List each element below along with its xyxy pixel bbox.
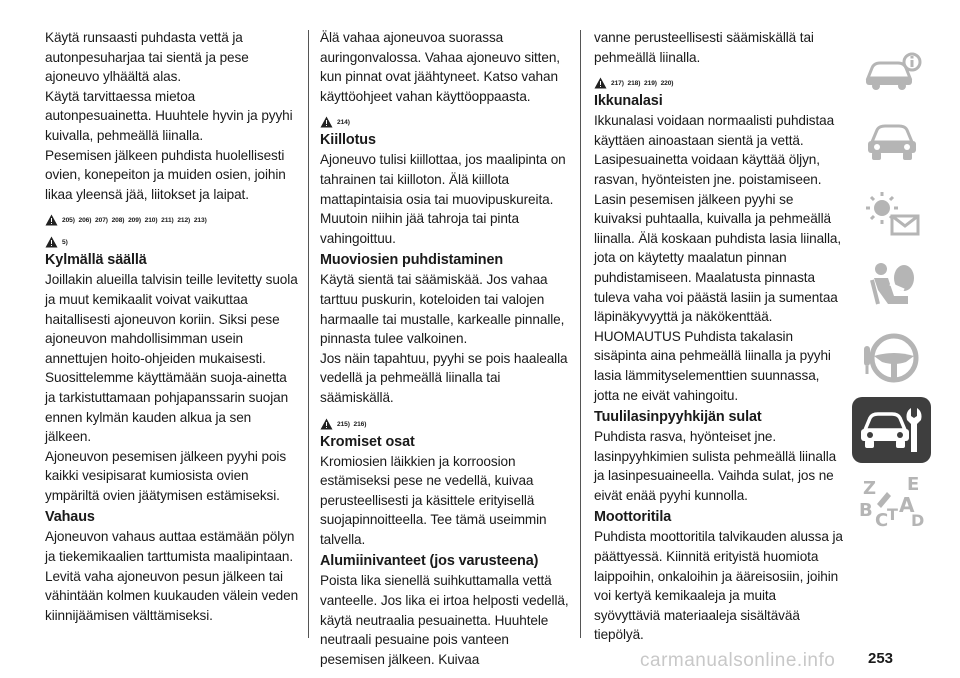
paragraph: Ikkunalasi voidaan normaalisti puhdistaa käyttäen ainoastaan sientä ja vettä. <box>594 113 835 148</box>
car-service-icon <box>859 404 925 456</box>
steering-wheel-icon <box>862 332 922 384</box>
paragraph: Lasipesuainetta voidaan käyttää öljyn, rasvan, hyönteisten jne. poistamiseen. Lasin pesemisen jälkeen pyyhi se kuivaksi puhtaalla, kuivalla ja pehmeällä liinalla. Älä koskaan puhdista lasia liinalla, jota on käytetty maalatun pinnan puhdistamiseen. Maalatusta pinnasta tuleva vaha voi päästä lasiin ja sumentaa läpinäkyvyyttä ja näkökenttää. <box>594 152 842 325</box>
index-letter: C <box>874 510 888 530</box>
paragraph: Käytä runsaasti puhdasta vettä ja autonpesuharjaa tai sientä ja pese ajoneuvo ylhäältä alas. <box>45 30 249 85</box>
paragraph: Älä vahaa ajoneuvoa suorassa auringonvalossa. Vahaa ajoneuvo sitten, kun pinnat ovat jäähtyneet. Katso vahan käyttöohjeet vahan käyttöoppaasta. <box>320 30 560 104</box>
car-front-icon <box>864 122 920 162</box>
paragraph: Puhdista rasva, hyönteiset jne. lasinpyyhkimien sulista pehmeällä liinalla ja lasinpesuaineella. Vaihda sulat, jos ne eivät enää pyyhi kunnolla. <box>594 429 837 503</box>
warning-reference <box>320 108 570 128</box>
paragraph: Ajoneuvo tulisi kiillottaa, jos maalipinta on tahrainen tai kiilloton. Älä kiillota mattapintaisia osia tai muovipuskureita. Muutoin niihin jää tahroja tai pinta vahingoittuu. <box>320 152 566 246</box>
paragraph: Suosittelemme käyttämään suoja-ainetta ja tarkistuttamaan pohjapanssarin suojan ennen kylmän kauden alkua ja sen jälkeen. <box>45 370 289 445</box>
caution-reference <box>45 228 300 248</box>
index-letter: A <box>898 493 914 517</box>
airbag-seat-icon <box>864 260 920 312</box>
tab-servicing[interactable] <box>852 397 931 463</box>
car-info-icon <box>862 48 922 92</box>
warning-triangle-icon <box>594 77 607 89</box>
paragraph: Poista lika sienellä suihkuttamalla vettä vanteelle. Jos lika ei irtoa helposti vedellä, käytä neutraalia pesuainetta. Huuhtele neutraali pesuaine pois vanteen pesemisen jälkeen. Kuivaa <box>320 573 569 667</box>
warning-triangle-icon <box>320 418 333 430</box>
warning-reference <box>320 410 570 430</box>
page-number: 253 <box>868 650 894 667</box>
paragraph: Käytä tarvittaessa mietoa autonpesuainetta. Huuhtele hyvin ja pyyhi kuivalla, pehmeällä liinalla. <box>45 88 293 143</box>
text-column-1 <box>45 28 300 625</box>
warning-triangle-icon <box>320 116 333 128</box>
warning-reference <box>45 206 300 226</box>
paragraph: Käytä sientä tai säämiskää. Jos vahaa tarttuu puskurin, koteloiden tai valojen harmaalle tai mustalle, karkealle pinnalle, pinnasta tulee valkoinen. <box>320 272 565 347</box>
warning-refs: 205) 206) 207) 208) 209) 210) 211) 212) 213) <box>62 217 207 225</box>
section-heading: Muoviosien puhdistaminen <box>320 252 504 269</box>
tab-safety[interactable] <box>852 253 931 319</box>
column-divider-1 <box>308 30 309 638</box>
section-heading: Moottoritila <box>594 509 672 526</box>
paragraph: Joillakin alueilla talvisin teille levitetty suola ja muut kemikaalit voivat vaikuttaa haitallisesti ajoneuvon koriin. Siksi pese ajoneuvon mahdollisimman usein annettujen hoito-ohjeiden mukaisesti. <box>45 272 298 366</box>
tab-vehicle[interactable] <box>852 109 931 175</box>
index-letter: E <box>906 474 919 495</box>
index-letter: B <box>858 500 873 521</box>
tab-getting-to-know[interactable] <box>852 37 931 103</box>
warning-refs: 217) 218) 219) 220) <box>611 80 674 88</box>
paragraph: Jos näin tapahtuu, pyyhi se pois haalealla vedellä ja pehmeällä liinalla tai säämiskällä. <box>320 350 568 405</box>
section-heading: Kiillotus <box>320 132 376 149</box>
paragraph: Puhdista moottoritila talvikauden alussa ja päättyessä. Kiinnitä erityistä huomiota laippoihin, onkaloihin ja ääreisosiin, joihin voi kertyä kemikaaleja ja muita syövyttäviä materiaaleja sisältävää tiepölyä. <box>594 529 843 643</box>
paragraph: Ajoneuvon vahaus auttaa estämään pölyn ja tiekemikaalien tarttumista maalipintaan. Levitä vaha ajoneuvon pesun jälkeen tai vähintään kolmen kuukauden välein veden kiinnijäämisen välttämiseksi. <box>45 529 299 623</box>
paragraph: Kromiosien läikkien ja korroosion estämiseksi pese ne vedellä, kuivaa perusteellisesti ja käsittele erityisellä suojapinnoitteella. Tee tämä useimmin talvella. <box>320 453 547 547</box>
tab-index[interactable] <box>852 469 931 535</box>
text-column-3 <box>594 28 844 645</box>
caution-triangle-icon <box>45 236 58 248</box>
warning-triangle-icon <box>45 214 58 226</box>
warning-refs: 214) <box>337 119 350 127</box>
warning-refs: 215) 216) <box>337 420 367 428</box>
warning-reference <box>594 69 844 89</box>
section-heading: Kylmällä säällä <box>45 252 147 269</box>
section-heading: Vahaus <box>45 509 95 526</box>
watermark: carmanualsonline.info <box>640 650 836 671</box>
section-heading: Alumiinivanteet (jos varusteena) <box>320 553 539 570</box>
paragraph: vanne perusteellisesti säämiskällä tai pehmeällä liinalla. <box>594 30 814 65</box>
text-column-2 <box>320 28 570 669</box>
section-heading: Ikkunalasi <box>594 93 663 110</box>
alphabet-index-icon <box>857 474 927 530</box>
section-heading: Kromiset osat <box>320 433 415 450</box>
paragraph: Pesemisen jälkeen puhdista huolellisesti ovien, konepeiton ja muiden osien, joihin likaa yleensä jää, liitokset ja laipat. <box>45 147 286 202</box>
warning-lights-icon <box>862 190 922 238</box>
paragraph: Ajoneuvon pesemisen jälkeen pyyhi pois kaikki vesipisarat kumiosista ovien ympäriltä ovien jäätymisen estämiseksi. <box>45 448 287 503</box>
index-letter: Z <box>862 478 876 499</box>
column-divider-2 <box>580 30 581 638</box>
chapter-sidebar <box>852 37 931 541</box>
section-heading: Tuulilasinpyyhkijän sulat <box>594 409 762 426</box>
tab-warning-lights[interactable] <box>852 181 931 247</box>
caution-refs: 5) <box>62 239 68 247</box>
index-letter: D <box>910 511 924 530</box>
tab-driving[interactable] <box>852 325 931 391</box>
index-letter: T <box>886 505 898 524</box>
paragraph: HUOMAUTUS Puhdista takalasin sisäpinta aina pehmeällä liinalla ja pyyhi lasia lämmityselementtien suunnassa, jotta ne eivät vahingoitu. <box>594 328 831 403</box>
